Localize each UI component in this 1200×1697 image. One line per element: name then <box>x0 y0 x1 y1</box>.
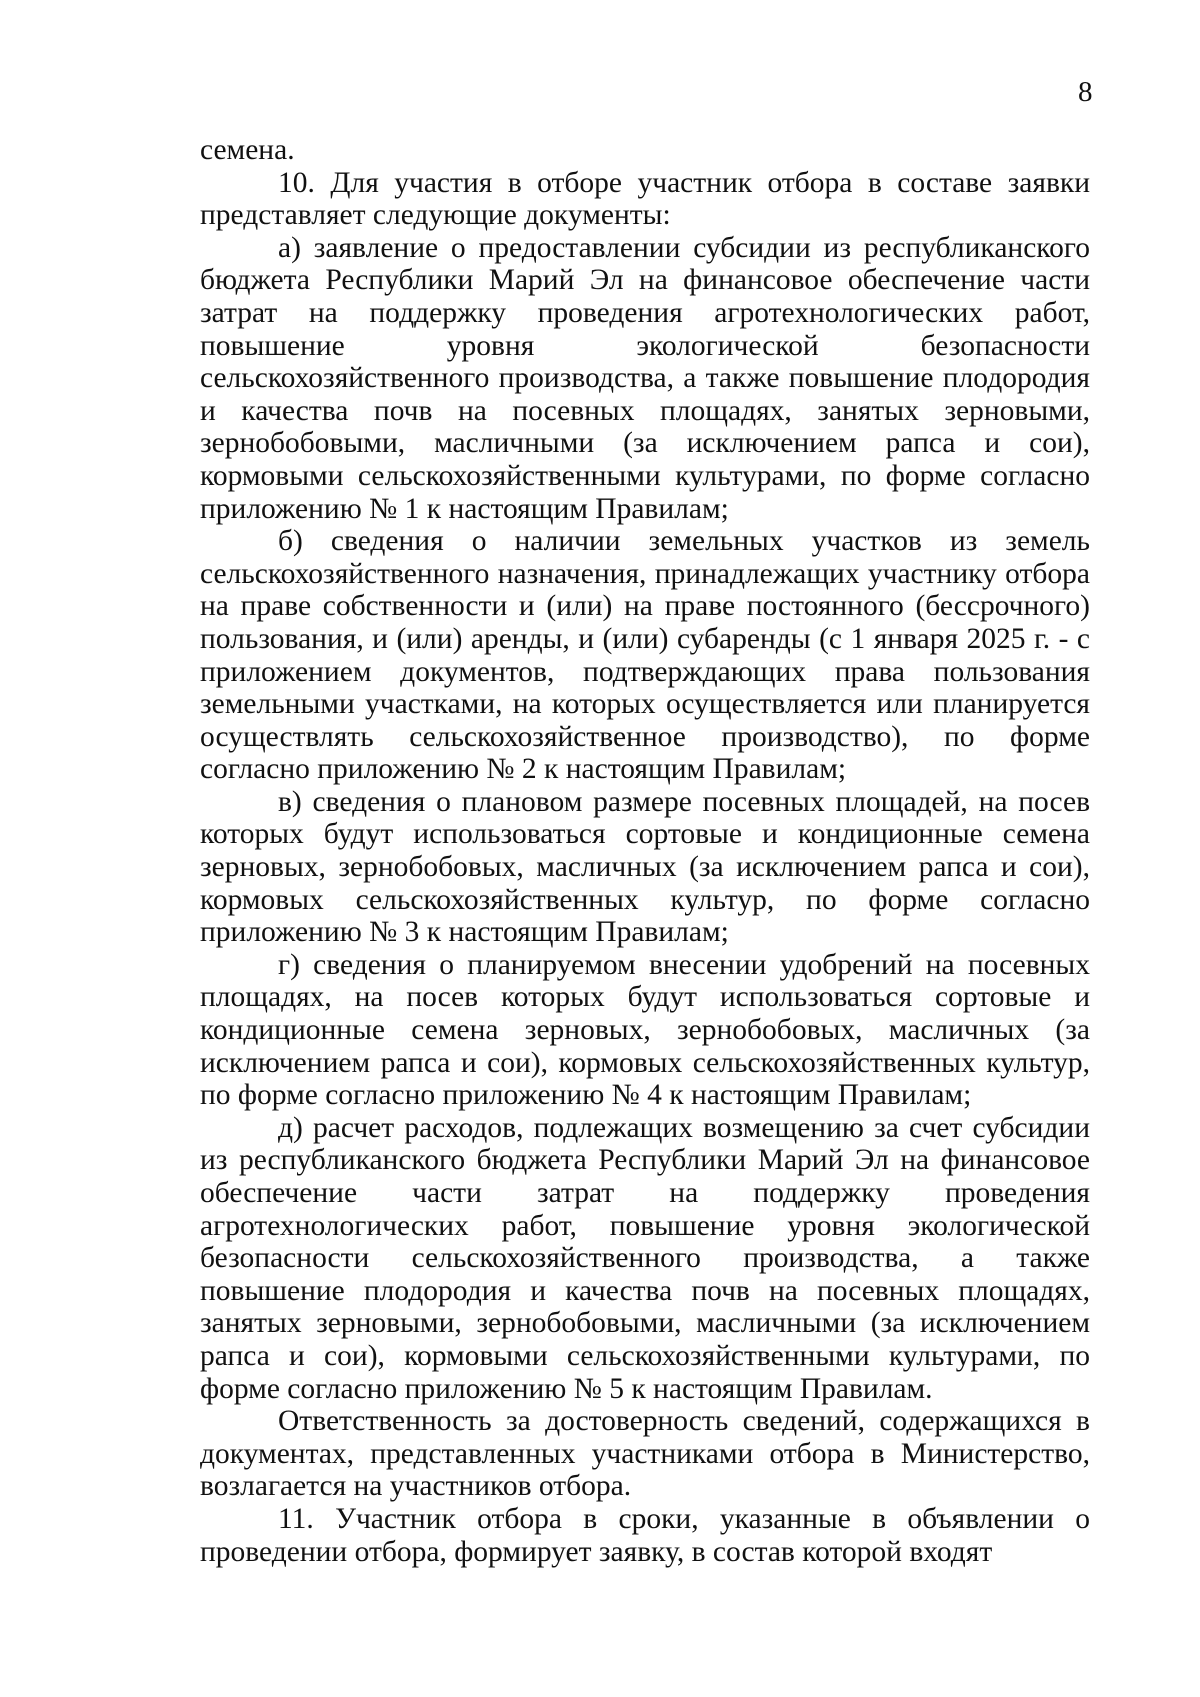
paragraph-item-b: б) сведения о наличии земельных участков из земель сельскохозяйственного назначения, принадлежащих участнику отбора на праве собственности и (или) на праве постоянного (бессрочного) пользования, и (или) аренды, и (или) субаренды (с 1 января 2025 г. - с приложением документов, подтверждающих права пользования земельными участками, на которых осуществляется или планируется осуществлять сельскохозяйственное производство), по форме согласно приложению № 2 к настоящим Правилам; <box>200 525 1090 786</box>
document-body <box>200 134 1090 1568</box>
page-number: 8 <box>1078 76 1093 108</box>
paragraph-item-a: а) заявление о предоставлении субсидии из республиканского бюджета Республики Марий Эл на финансовое обеспечение части затрат на поддержку проведения агротехнологических работ, повышение уровня экологической безопасности сельскохозяйственного производства, а также повышение плодородия и качества почв на посевных площадях, занятых зерновыми, зернобобовыми, масличными (за исключением рапса и сои), кормовыми сельскохозяйственными культурами, по форме согласно приложению № 1 к настоящим Правилам; <box>200 231 1090 525</box>
paragraph-clause-11: 11. Участник отбора в сроки, указанные в объявлении о проведении отбора, формирует заявку, в состав которой входят <box>200 1502 1090 1568</box>
paragraph-item-v: в) сведения о плановом размере посевных площадей, на посев которых будут использоваться сортовые и кондиционные семена зерновых, зернобобовых, масличных (за исключением рапса и сои), кормовых сельскохозяйственных культур, по форме согласно приложению № 3 к настоящим Правилам; <box>200 785 1090 949</box>
paragraph-continuation: семена. <box>200 134 295 166</box>
paragraph-clause-10: 10. Для участия в отборе участник отбора в составе заявки представляет следующие документы: <box>200 166 1090 232</box>
paragraph-item-g: г) сведения о планируемом внесении удобрений на посевных площадях, на посев которых будут использоваться сортовые и кондиционные семена зерновых, зернобобовых, масличных (за исключением рапса и сои), кормовых сельскохозяйственных культур, по форме согласно приложению № 4 к настоящим Правилам; <box>200 948 1090 1112</box>
paragraph-item-d: д) расчет расходов, подлежащих возмещению за счет субсидии из республиканского бюджета Республики Марий Эл на финансовое обеспечение части затрат на поддержку проведения агротехнологических работ, повышение уровня экологической безопасности сельскохозяйственного производства, а также повышение плодородия и качества почв на посевных площадях, занятых зерновыми, зернобобовыми, масличными (за исключением рапса и сои), кормовыми сельскохозяйственными культурами, по форме согласно приложению № 5 к настоящим Правилам. <box>200 1111 1090 1405</box>
paragraph-responsibility: Ответственность за достоверность сведений, содержащихся в документах, представленных участниками отбора в Министерство, возлагается на участников отбора. <box>200 1405 1090 1503</box>
